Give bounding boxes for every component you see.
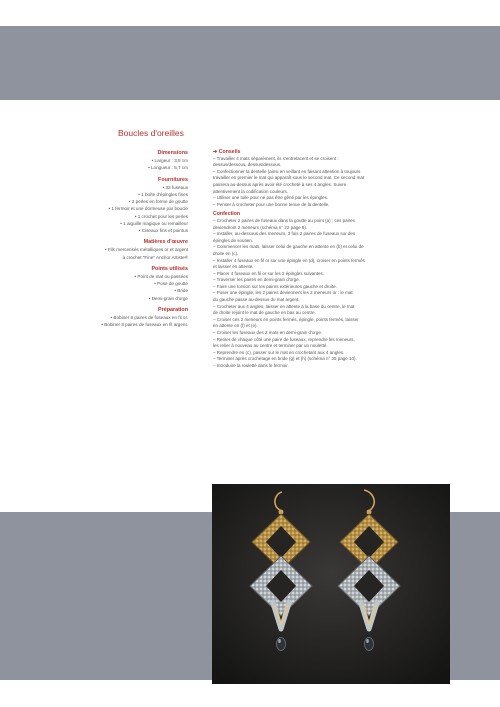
preparation-item: • Bobiner 8 paires de fuseaux en fil or. [110,315,188,321]
instructions-column [213,149,427,370]
confection-line: – Poser une épingle, les 2 paires deviennent les 2 meneurs or : le mat [213,290,353,296]
matiere-item: à crochet "Fine" Anchor Artiste® [122,254,188,260]
confection-line: – Placer 4 fuseaux en fil or sur les 2 épingles suivantes. [213,270,325,276]
fourniture-item: • 1 fermoir et une dormeuse par boucle [108,206,188,212]
confection-line: deviendront 2 meneurs (schéma n° 22 page 9). [213,224,308,230]
conseil-line: – Penser à crocheter pour une bonne tenue de la dentelle. [213,201,330,207]
confection-line: – Retirer de chaque côté une paire de fuseaux, reprendre les meneurs, [213,336,355,342]
conseil-line: passera au-dessus après avoir été crocheté à ses 4 angles. Suivre [213,181,347,187]
confection-line: et laisser en attente. [213,264,254,270]
fourniture-item: • 32 fuseaux [162,184,188,190]
confection-line: – Terminer après crochetage en bride (g) et (h) (schéma n° 25 page 10). [213,356,357,362]
conseil-line: – Confectionner la dentelle (ainsi en veillant en faisant attention à toujours [213,168,361,174]
conseil-line: – Travailler 4 mats séparément, ils s'entrelacent et se croisent : [213,155,339,161]
conseil-line: – Utiliser une toile pour ne pas être gêné par les épingles. [213,195,329,201]
confection-line: de droite rejoint le mat de gauche en bas au centre. [213,310,316,316]
confection-line: en attente en (f) et (e). [213,323,258,329]
fournitures-heading: Fournitures [158,176,188,183]
confection-line: les relier à nouveau au centre et terminer par un nouletté. [213,343,328,349]
point-item: • Bride [174,288,188,294]
preparation-item: • Bobiner 8 paires de fuseaux en fil argent. [101,322,188,328]
top-gray-band [0,26,500,100]
confection-line: – Croiser ces 2 meneurs en points fermés, épingle, points fermés, laisser [213,316,359,322]
page-title: Boucles d'oreilles [118,128,184,138]
confection-line: – Traverser les paires en demi-grain d'orge. [213,277,300,283]
confection-line: – Introduire la rouletté dans le fermoir. [213,363,289,368]
confection-line: – Commencer les mats, laisser celui de gauche en attente en (b) et celui de [213,244,364,250]
fourniture-item: • 2 perles en forme de goutte [128,199,188,205]
confection-line: du gauche passe au-dessus du mat argent. [213,297,300,303]
conseil-line: travailler en premier le mat qui apparaît sous le second mat. Ce second mat [213,175,365,181]
fourniture-item: • 1 aiguille magique ou remailleur [120,220,188,226]
conseil-line: attentivement la codification couleurs. [213,188,289,194]
confection-line: épingles de soutien. [213,237,254,243]
conseil-line: dessus/dessous, dessus/dessous. [213,162,282,168]
fourniture-item: • Ciseaux fins et pointus [138,228,188,234]
confection-line: – Installer 4 fuseaux en fil or sur une épingle en (d), croiser en points fermés [213,257,365,263]
earrings-photo [212,484,450,684]
point-item: • Pose de goutte [154,281,188,287]
confection-line: – Crocheter aux 4 angles, laisser en attente à la base du centre, le mat [213,303,355,309]
point-item: • Demi-grain d'orge [148,295,188,301]
fourniture-item: • 1 crochet pour les perles [134,213,188,219]
matiere-item: • Fils mercerisés métalliques or et argent [104,247,188,253]
fourniture-item: • 1 boîte d'épingles fines [138,192,188,198]
points-heading: Points utilisés [151,265,188,272]
confection-line: – Installer, au-dessous des meneurs, 3 fois 2 paires de fuseaux sur des [213,231,356,237]
preparation-heading: Préparation [158,306,188,313]
confection-line: – Croiser les fuseaux des 2 mats en demi-grain d'orge. [213,330,323,336]
confection-line: – Crocheter 2 paires de fuseaux dans la goutte au point (a) ; ces paires [213,217,355,223]
supplies-column [70,150,188,328]
matieres-heading: Matières d'œuvre [143,239,188,246]
confection-line: – Faire une torsion sur les paires extérieures gauche et droite. [213,283,337,289]
conseils-heading: ➔ Conseils [213,149,241,155]
dimension-item: • Largeur : 3,8 cm [151,158,188,164]
confection-line: droite en (c). [213,250,239,256]
dimensions-heading: Dimensions [157,150,188,156]
confection-heading: Confection [213,211,241,218]
point-item: • Point de mat ou passées [134,274,188,280]
dimension-item: • Longueur : 5,7 cm [148,165,188,171]
confection-line: – Reprendre en (c), passer sur le mat en crochetant aux 4 angles. [213,349,345,355]
